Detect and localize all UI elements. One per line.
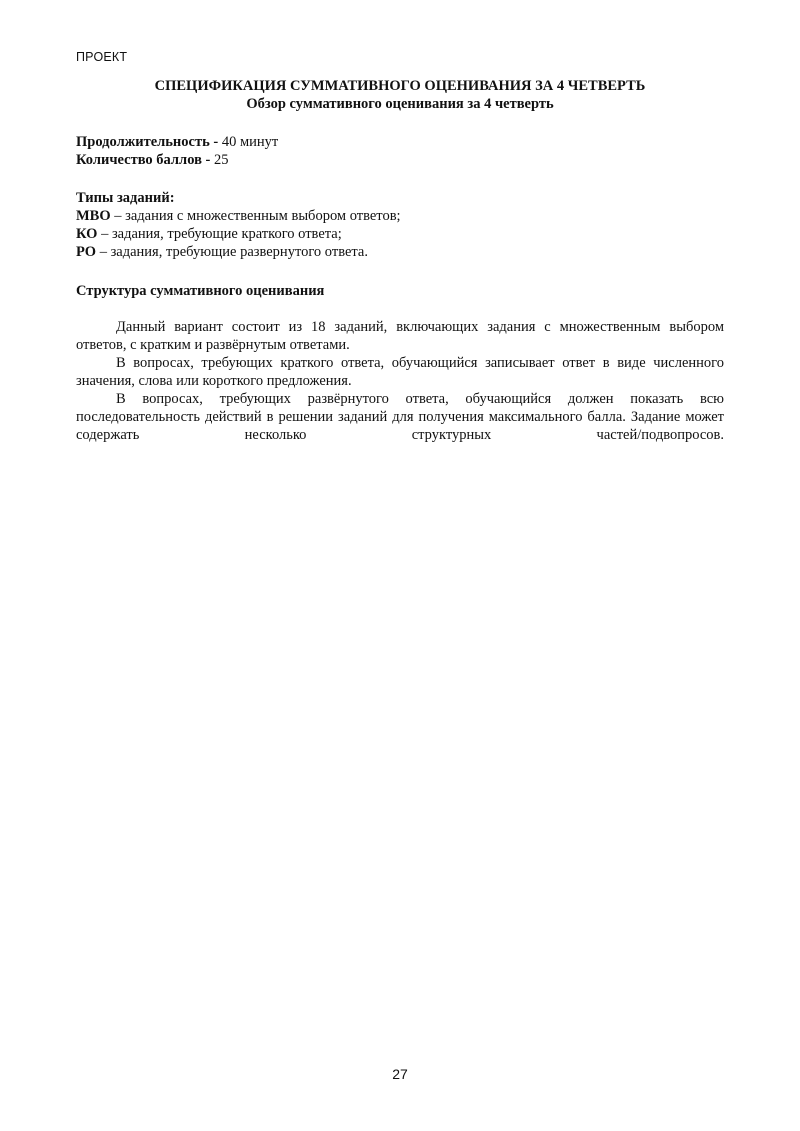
points-value: 25 — [210, 152, 229, 168]
duration-value: 40 минут — [218, 134, 279, 150]
page-number: 27 — [392, 1066, 408, 1082]
title-block — [76, 77, 724, 113]
duration-line — [76, 133, 724, 151]
structure-paragraph: Данный вариант состоит из 18 заданий, включающих задания с множественным выбором ответов, с кратким и развёрнутым ответами. — [76, 319, 724, 353]
document-title: СПЕЦИФИКАЦИЯ СУММАТИВНОГО ОЦЕНИВАНИЯ ЗА 4 ЧЕТВЕРТЬ — [154, 78, 646, 94]
structure-paragraph: В вопросах, требующих развёрнутого ответа, обучающийся должен показать всю последовательность действий в решении заданий для получения максимального балла. Задание может содержать несколько структурных частей/подвопросов. — [76, 391, 724, 443]
task-type-description: – задания, требующие развернутого ответа. — [96, 244, 368, 260]
duration-label: Продолжительность - — [76, 134, 219, 150]
points-line — [76, 151, 724, 169]
task-type-code: МВО — [76, 208, 111, 224]
points-label: Количество баллов - — [76, 152, 211, 168]
task-type-description: – задания, требующие краткого ответа; — [97, 226, 342, 242]
document-subtitle: Обзор суммативного оценивания за 4 четверть — [246, 96, 554, 112]
task-types-heading: Типы заданий: — [76, 190, 175, 206]
structure-body — [76, 318, 724, 444]
structure-paragraph: В вопросах, требующих краткого ответа, обучающийся записывает ответ в виде численного значения, слова или короткого предложения. — [76, 355, 724, 389]
task-type-code: КО — [76, 226, 98, 242]
task-type-item — [76, 207, 724, 225]
meta-block — [76, 133, 724, 169]
draft-label: ПРОЕКТ — [76, 50, 128, 64]
structure-heading: Структура суммативного оценивания — [76, 283, 325, 299]
task-type-item — [76, 225, 724, 243]
task-type-description: – задания с множественным выбором ответов; — [110, 208, 401, 224]
task-type-item — [76, 243, 724, 261]
task-type-code: РО — [76, 244, 97, 260]
task-types-block — [76, 189, 724, 261]
